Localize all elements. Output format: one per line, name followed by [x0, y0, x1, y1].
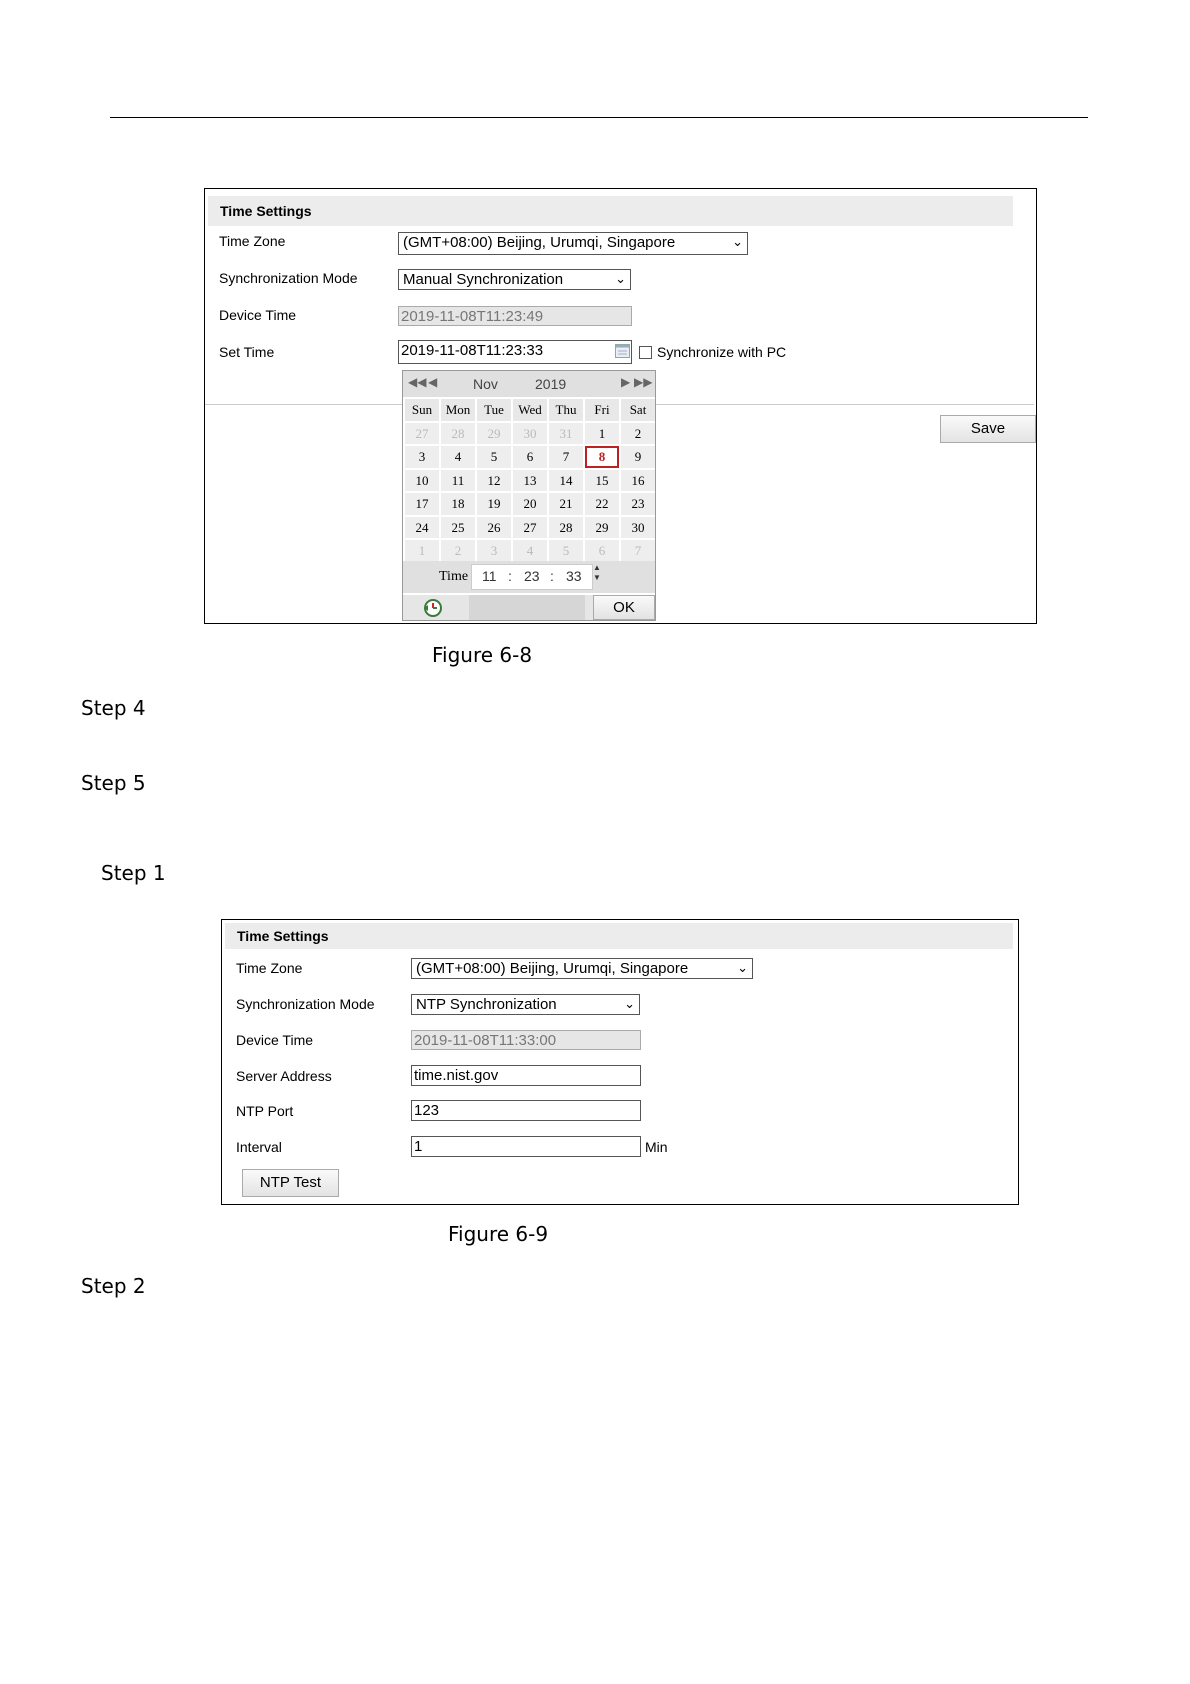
calendar-day[interactable]: 29 [477, 423, 511, 445]
calendar-day[interactable]: 13 [513, 470, 547, 492]
calendar-day[interactable]: 20 [513, 493, 547, 515]
time-zone-label: Time Zone [219, 233, 286, 249]
calendar-day[interactable]: 23 [621, 493, 655, 515]
panel-title: Time Settings [208, 196, 1013, 226]
chevron-down-icon: ⌄ [732, 234, 743, 249]
calendar-day[interactable]: 2 [621, 423, 655, 445]
calendar-day[interactable]: 12 [477, 470, 511, 492]
calendar-day[interactable]: 30 [621, 517, 655, 539]
interval-input[interactable]: 1 [411, 1136, 641, 1157]
time-zone-label: Time Zone [236, 960, 303, 976]
calendar-day[interactable]: 22 [585, 493, 619, 515]
calendar-header [403, 371, 655, 397]
calendar-day[interactable]: 30 [513, 423, 547, 445]
calendar-day[interactable]: 21 [549, 493, 583, 515]
interval-unit: Min [645, 1139, 668, 1155]
calendar-day[interactable]: 7 [621, 540, 655, 562]
chevron-down-icon: ⌄ [624, 996, 635, 1011]
hour-field[interactable]: 11 [482, 568, 497, 584]
header-rule [110, 117, 1088, 118]
calendar-day[interactable]: 11 [441, 470, 475, 492]
calendar-day[interactable]: 1 [405, 540, 439, 562]
colon: : [550, 568, 554, 584]
calendar-footer [403, 595, 655, 620]
server-address-label: Server Address [236, 1068, 332, 1084]
save-button[interactable]: Save [940, 415, 1036, 443]
step-label: Step 4 [81, 696, 146, 720]
calendar-day-selected[interactable]: 8 [585, 446, 619, 468]
calendar-day[interactable]: 31 [549, 423, 583, 445]
date-picker-popup [402, 370, 656, 621]
time-label: Time [439, 569, 469, 584]
calendar-day[interactable]: 4 [441, 446, 475, 468]
calendar-year[interactable]: 2019 [535, 376, 567, 392]
calendar-grid [405, 399, 655, 562]
calendar-day[interactable]: 24 [405, 517, 439, 539]
time-zone-select[interactable]: (GMT+08:00) Beijing, Urumqi, Singapore ⌄ [398, 232, 748, 255]
calendar-day[interactable]: 3 [477, 540, 511, 562]
set-time-field[interactable]: 2019-11-08T11:23:33 [398, 340, 632, 364]
minute-field[interactable]: 23 [524, 568, 540, 584]
calendar-day[interactable]: 26 [477, 517, 511, 539]
step-label: Step 2 [81, 1274, 146, 1298]
calendar-day[interactable]: 28 [441, 423, 475, 445]
time-zone-select[interactable]: (GMT+08:00) Beijing, Urumqi, Singapore ⌄ [411, 958, 753, 979]
sync-mode-select[interactable]: Manual Synchronization ⌄ [398, 269, 631, 290]
calendar-day[interactable]: 14 [549, 470, 583, 492]
calendar-day[interactable]: 2 [441, 540, 475, 562]
calendar-month[interactable]: Nov [473, 376, 498, 392]
time-bar [403, 561, 655, 593]
calendar-day[interactable]: 25 [441, 517, 475, 539]
sync-with-pc-checkbox[interactable] [639, 346, 652, 359]
double-left-arrow-icon[interactable]: ◀◀ [408, 375, 427, 389]
calendar-day[interactable]: 19 [477, 493, 511, 515]
calendar-day[interactable]: 3 [405, 446, 439, 468]
interval-label: Interval [236, 1139, 282, 1155]
calendar-day[interactable]: 27 [405, 423, 439, 445]
calendar-day[interactable]: 18 [441, 493, 475, 515]
ntp-port-label: NTP Port [236, 1103, 294, 1119]
weekday-header: Thu [549, 399, 583, 421]
calendar-day[interactable]: 5 [477, 446, 511, 468]
chevron-down-icon: ⌄ [615, 271, 626, 286]
weekday-header: Tue [477, 399, 511, 421]
step-label: Step 5 [81, 771, 146, 795]
step-label: Step 1 [101, 861, 166, 885]
weekday-header: Wed [513, 399, 547, 421]
calendar-day[interactable]: 5 [549, 540, 583, 562]
time-settings-panel-ntp [221, 919, 1019, 1205]
calendar-day[interactable]: 29 [585, 517, 619, 539]
sync-mode-select[interactable]: NTP Synchronization ⌄ [411, 994, 640, 1015]
time-spinner[interactable] [471, 564, 593, 590]
device-time-field: 2019-11-08T11:23:49 [398, 306, 632, 326]
calendar-day[interactable]: 16 [621, 470, 655, 492]
calendar-day[interactable]: 1 [585, 423, 619, 445]
calendar-day[interactable]: 9 [621, 446, 655, 468]
calendar-day[interactable]: 10 [405, 470, 439, 492]
device-time-label: Device Time [219, 307, 297, 323]
calendar-day[interactable]: 7 [549, 446, 583, 468]
calendar-day[interactable]: 28 [549, 517, 583, 539]
device-time-field: 2019-11-08T11:33:00 [411, 1030, 641, 1050]
colon: : [508, 568, 512, 584]
calendar-day[interactable]: 17 [405, 493, 439, 515]
double-right-arrow-icon[interactable]: ▶▶ [634, 375, 653, 389]
ntp-test-button[interactable]: NTP Test [242, 1169, 339, 1197]
sync-with-pc-label: Synchronize with PC [657, 344, 787, 360]
clock-icon[interactable] [423, 598, 443, 618]
right-arrow-icon[interactable]: ▶ [621, 375, 631, 389]
weekday-header: Mon [441, 399, 475, 421]
second-field[interactable]: 33 [566, 568, 582, 584]
weekday-header: Sun [405, 399, 439, 421]
ntp-port-input[interactable]: 123 [411, 1100, 641, 1121]
footer-spacer [469, 595, 585, 620]
ok-button[interactable]: OK [593, 595, 655, 620]
device-time-label: Device Time [236, 1032, 314, 1048]
panel-title: Time Settings [225, 923, 1013, 949]
calendar-day[interactable]: 6 [513, 446, 547, 468]
weekday-header: Sat [621, 399, 655, 421]
calendar-day[interactable]: 15 [585, 470, 619, 492]
spinner-arrows-icon[interactable]: ▲ ▼ [593, 563, 601, 582]
server-address-input[interactable]: time.nist.gov [411, 1065, 641, 1086]
left-arrow-icon[interactable]: ◀ [428, 375, 438, 389]
chevron-down-icon: ⌄ [737, 960, 748, 975]
set-time-label: Set Time [219, 344, 275, 360]
sync-mode-label: Synchronization Mode [236, 996, 375, 1012]
figure-caption: Figure 6-8 [432, 643, 533, 667]
calendar-day[interactable]: 27 [513, 517, 547, 539]
figure-caption: Figure 6-9 [448, 1222, 549, 1246]
weekday-header: Fri [585, 399, 619, 421]
calendar-icon[interactable] [615, 344, 630, 358]
sync-mode-label: Synchronization Mode [219, 270, 358, 286]
calendar-day[interactable]: 4 [513, 540, 547, 562]
calendar-day[interactable]: 6 [585, 540, 619, 562]
